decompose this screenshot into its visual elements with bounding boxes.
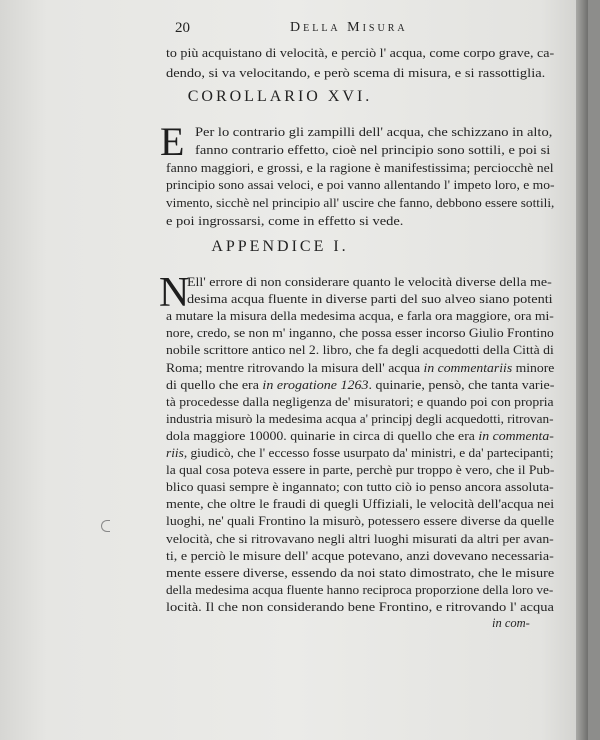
- text-line: locità. Il che non considerando bene Frontino, e ritrovando l' acqua: [166, 599, 554, 614]
- text-line: Ell' errore di non considerare quanto le velocità diverse della me-: [187, 275, 552, 289]
- text-line: dendo, si va velocitando, e però scema di misura, e si rassottiglia.: [166, 65, 546, 80]
- running-title: Della Misura: [290, 20, 408, 35]
- text-line: e poi ingrossarsi, come in effetto si vede.: [166, 214, 404, 228]
- text-line: to più acquistano di velocità, e perciò l' acqua, come corpo grave, ca-: [166, 46, 555, 60]
- text-line: di quello che era in erogatione 1263. quinarie, pensò, che tanta varie-: [166, 377, 555, 392]
- text-line: mente, che oltre le fraudi di quegli Uffiziali, le velocità dell'acqua nei: [166, 497, 555, 512]
- drop-cap-n: N: [159, 270, 190, 316]
- section-heading-corollario: COROLLARIO XVI.: [187, 88, 373, 105]
- text-line: nore, credo, se non m' inganno, che possa esser incorso Giulio Frontino: [166, 326, 554, 341]
- text-line: riis, giudicò, che l' eccesso fosse usurpato da' ministri, e da' partecipanti;: [166, 446, 554, 460]
- text-line: desima acqua fluente in diverse parti del suo alveo siano potenti: [187, 292, 553, 307]
- drop-cap-e: E: [160, 119, 185, 164]
- text-line: principio sono assai veloci, e poi vanno allentando l' impeto loro, e mo-: [166, 178, 555, 193]
- text-line: Roma; mentre ritrovando la misura dell' acqua in commentariis minore: [166, 360, 555, 375]
- text-line: blico quasi sempre è ingannato; con tutto ciò io penso ancora assoluta-: [166, 480, 554, 495]
- text-line: ti, e perciò le misure dell' acque potevano, anzi dovevano necessaria-: [166, 548, 554, 563]
- text-line: fanno maggiori, e grossi, e la ragione è manifestissima; perciocchè nel: [166, 160, 554, 175]
- text-line: dola maggiore 10000. quinarie in circa di quello che era in commenta-: [166, 428, 554, 443]
- text-line: vimento, sicchè nel principio all' uscire che fanno, debbono essere sottili,: [166, 196, 555, 211]
- text-line: a mutare la misura della medesima acqua, e farla ora maggiore, ora mi-: [166, 309, 554, 324]
- text-line: industria misurò la medesima acqua a' principj degli acquedotti, ritrovan-: [166, 411, 554, 426]
- text-line: Per lo contrario gli zampilli dell' acqua, che schizzano in alto,: [195, 125, 553, 139]
- section-heading-appendice: APPENDICE I.: [211, 238, 349, 255]
- page-number: 20: [175, 20, 190, 36]
- margin-mark: [101, 520, 110, 532]
- text-line: fanno contrario effetto, cioè nel principio sono sottili, e poi si: [195, 142, 551, 157]
- text-line: tà procedesse dalla negligenza de' misuratori; e quando poi con propria: [166, 394, 554, 409]
- page-edge-shadow: [576, 0, 588, 740]
- text-line: luoghi, ne' quali Frontino la misurò, potessero essere diverse da quelle: [166, 514, 555, 529]
- running-header: [0, 20, 588, 42]
- text-line: velocità, che si ritrovavano negli altri luoghi misurati da altri per avan-: [166, 531, 554, 546]
- text-line: mente essere diverse, essendo da noi stato dimostrato, che le misure: [166, 565, 555, 580]
- catchword: in com-: [492, 616, 530, 630]
- text-line: la qual cosa poteva essere in parte, perchè pur troppo è vero, che il Pub-: [166, 463, 555, 478]
- text-line: della medesima acqua fluente hanno reciproca proporzione della loro ve-: [166, 582, 554, 597]
- text-line: nobile scrittore antico nel 2. libro, che fa degli acquedotti della Città di: [166, 343, 554, 358]
